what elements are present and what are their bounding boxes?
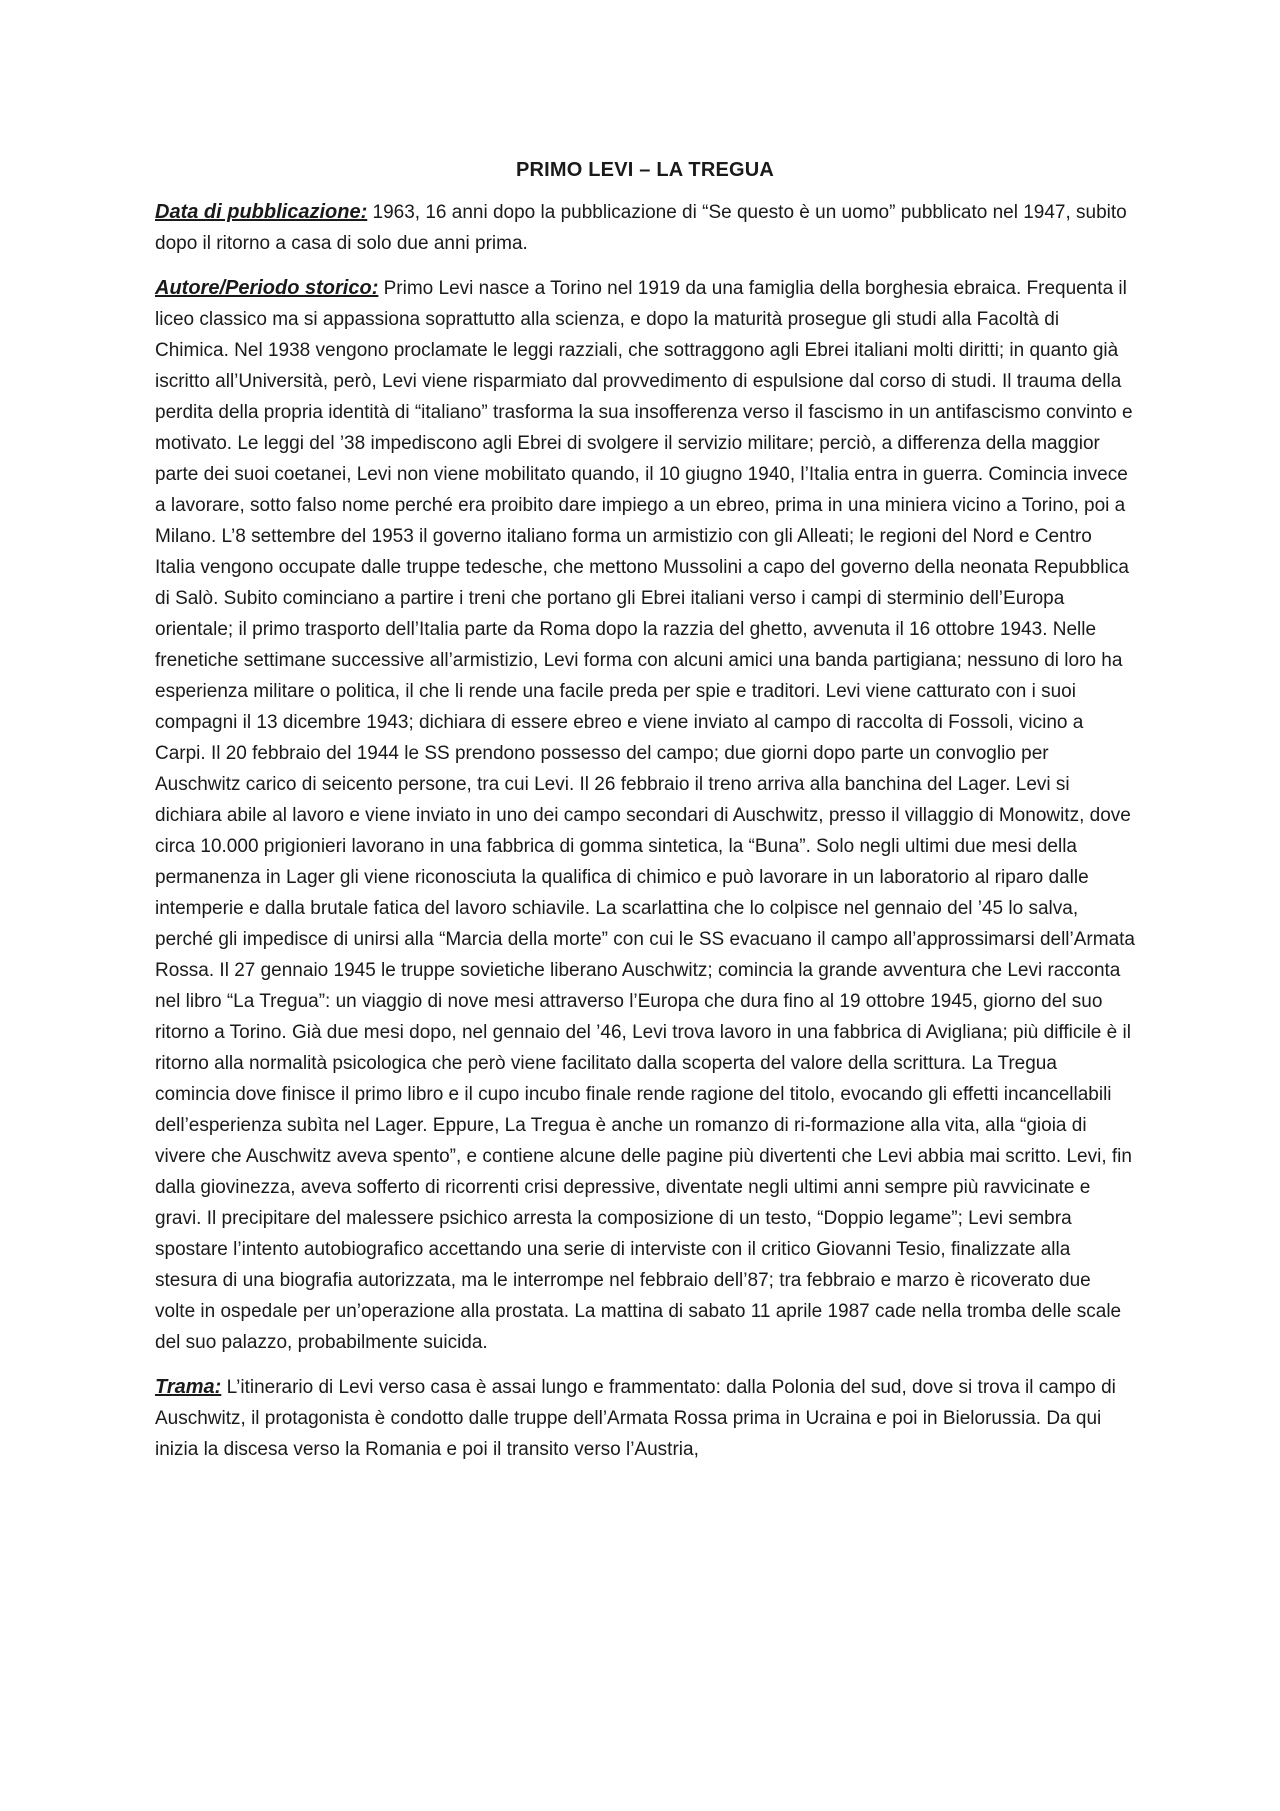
section-text: L’itinerario di Levi verso casa è assai lungo e frammentato: dalla Polonia del sud, dove si trova il campo di Auschwitz, il protagonista è condotto dalle truppe dell’Armata Rossa prima in Ucraina e poi in Bielorussia. Da qui inizia la discesa verso la Romania e poi il transito verso l’Austria, — [155, 1377, 1116, 1460]
section-paragraph — [155, 273, 1135, 1358]
document-title: PRIMO LEVI – LA TREGUA — [515, 159, 775, 181]
section-paragraph — [155, 197, 1135, 259]
section-plot — [155, 1372, 1135, 1465]
section-text: Primo Levi nasce a Torino nel 1919 da una famiglia della borghesia ebraica. Frequenta il liceo classico ma si appassiona soprattutto alla scienza, e dopo la maturità prosegue gli studi alla Facoltà di Chimica. Nel 1938 vengono proclamate le leggi razziali, che sottraggono agli Ebrei italiani molti diritti; in quanto già iscritto all’Università, però, Levi viene risparmiato dal provvedimento di espulsione dal corso di studi. Il trauma della perdita della propria identità di “italiano” trasforma la sua insofferenza verso il fascismo in un antifascismo convinto e motivato. Le leggi del ’38 impediscono agli Ebrei di svolgere il servizio militare; perciò, a differenza della maggior parte dei suoi coetanei, Levi non viene mobilitato quando, il 10 giugno 1940, l’Italia entra in guerra. Comincia invece a lavorare, sotto falso nome perché era proibito dare impiego a un ebreo, prima in una miniera vicino a Torino, poi a Milano. L’8 settembre del 1953 il governo italiano forma un armistizio con gli Alleati; le regioni del Nord e Centro Italia vengono occupate dalle truppe tedesche, che mettono Mussolini a capo del governo della neonata Repubblica di Salò. Subito cominciano a partire i treni che portano gli Ebrei italiani verso i campi di sterminio dell’Europa orientale; il primo trasporto dell’Italia parte da Roma dopo la razzia del ghetto, avvenuta il 16 ottobre 1943. Nelle frenetiche settimane successive all’armistizio, Levi forma con alcuni amici una banda partigiana; nessuno di loro ha esperienza militare o politica, il che li rende una facile preda per spie e traditori. Levi viene catturato con i suoi compagni il 13 dicembre 1943; dichiara di essere ebreo e viene inviato al campo di raccolta di Fossoli, vicino a Carpi. Il 20 febbraio del 1944 le SS prendono possesso del campo; due giorni dopo parte un convoglio per Auschwitz carico di seicento persone, tra cui Levi. Il 26 febbraio il treno arriva alla banchina del Lager. Levi si dichiara abile al lavoro e viene inviato in uno dei campo secondari di Auschwitz, presso il villaggio di Monowitz, dove circa 10.000 prigionieri lavorano in una fabbrica di gomma sintetica, la “Buna”. Solo negli ultimi due mesi della permanenza in Lager gli viene riconosciuta la qualifica di chimico e può lavorare in un laboratorio al riparo dalle intemperie e dalla brutale fatica del lavoro schiavile. La scarlattina che lo colpisce nel gennaio del ’45 lo salva, perché gli impedisce di unirsi alla “Marcia della morte” con cui le SS evacuano il campo all’approssimarsi dell’Armata Rossa. Il 27 gennaio 1945 le truppe sovietiche liberano Auschwitz; comincia la grande avventura che Levi racconta nel libro “La Tregua”: un viaggio di nove mesi attraverso l’Europa che dura fino al 19 ottobre 1945, giorno del suo ritorno a Torino. Già due mesi dopo, nel gennaio del ’46, Levi trova lavoro in una fabbrica di Avigliana; più difficile è il ritorno alla normalità psicologica che però viene facilitato dalla scoperta del valore della scrittura. La Tregua comincia dove finisce il primo libro e il cupo incubo finale rende ragione del titolo, evocando gli effetti incancellabili dell’esperienza subìta nel Lager. Eppure, La Tregua è anche un romanzo di ri-formazione alla vita, alla “gioia di vivere che Auschwitz aveva spento”, e contiene alcune delle pagine più divertenti che Levi abbia mai scritto. Levi, fin dalla giovinezza, aveva sofferto di ricorrenti crisi depressive, diventate negli ultimi anni sempre più ravvicinate e gravi. Il precipitare del malessere psichico arresta la composizione di un testo, “Doppio legame”; Levi sembra spostare l’intento autobiografico accettando una serie di interviste con il critico Giovanni Tesio, finalizzate alla stesura di una biografia autorizzata, ma le interrompe nel febbraio dell’87; tra febbraio e marzo è ricoverato due volte in ospedale per un’operazione alla prostata. La mattina di sabato 11 aprile 1987 cade nella tromba delle scale del suo palazzo, probabilmente suicida. — [155, 278, 1135, 1353]
section-text: 1963, 16 anni dopo la pubblicazione di “Se questo è un uomo” pubblicato nel 1947, subito dopo il ritorno a casa di solo due anni prima. — [155, 202, 1127, 254]
section-label: Autore/Periodo storico: — [155, 277, 379, 299]
section-label: Data di pubblicazione: — [155, 201, 368, 223]
section-publication-date — [155, 197, 1135, 259]
section-author-period — [155, 273, 1135, 1358]
section-paragraph — [155, 1372, 1135, 1465]
document-page — [155, 155, 1135, 1479]
section-label: Trama: — [155, 1376, 222, 1398]
